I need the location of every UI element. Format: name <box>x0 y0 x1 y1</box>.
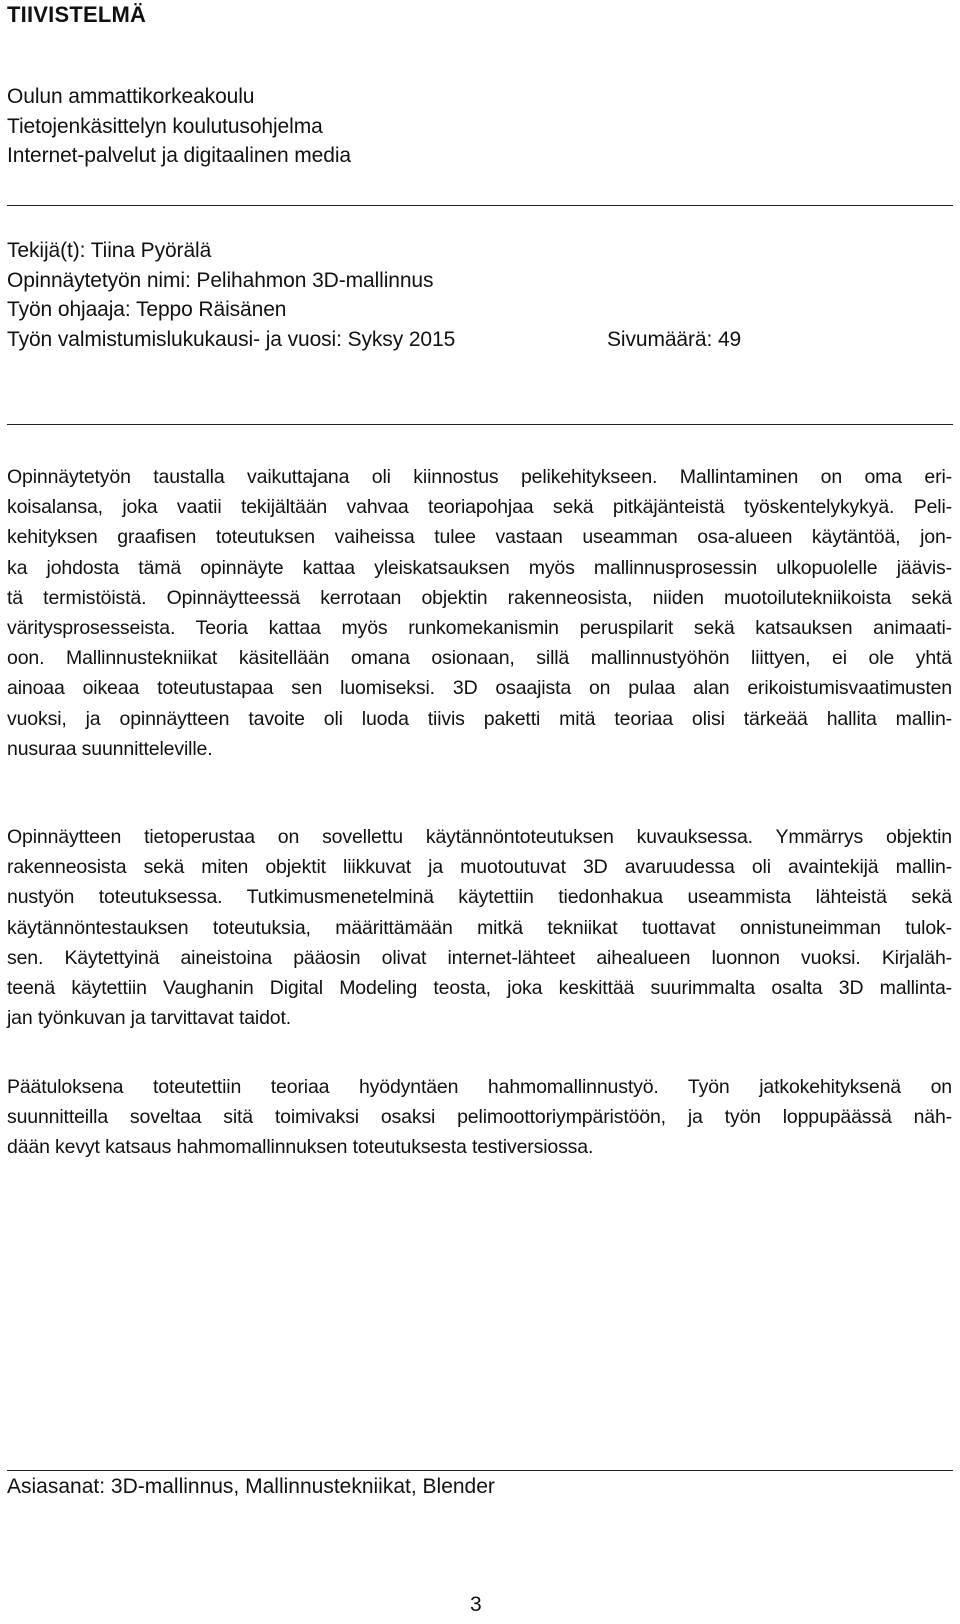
text-line: kehityksen graafisen toteutuksen vaiheissa tulee vastaan useamman osa-alueen käytäntöä, jon- <box>7 526 952 549</box>
degree-programme: Tietojenkäsittelyn koulutusohjelma <box>7 114 323 138</box>
text-line: nusuraa suunnitteleville. <box>7 737 213 760</box>
page-count: Sivumäärä: 49 <box>607 327 742 351</box>
divider <box>7 205 953 206</box>
term-row <box>7 325 742 355</box>
text-line: väritysprosesseista. Teoria kattaa myös runkomekanismin peruspilarit sekä katsauksen animaati- <box>7 616 952 639</box>
text-line: sen. Käytettyinä aineistoina pääosin olivat internet-lähteet aihealueen luonnon vuoksi. Kirjaläh- <box>7 946 952 969</box>
page-title: TIIVISTELMÄ <box>7 2 147 27</box>
text-line: dään kevyt katsaus hahmomallinnuksen toteutuksesta testiversiossa. <box>7 1136 594 1159</box>
text-line: vuoksi, ja opinnäytteen tavoite oli luoda tiivis paketti mitä teoriaa olisi tärkeää hallita mallin- <box>7 707 952 730</box>
text-line: teenä käytettiin Vaughanin Digital Modeling teosta, joka keskittää suurimmalta osalta 3D mallinta- <box>7 976 952 999</box>
page-number: 3 <box>470 1593 482 1616</box>
text-line: käytännöntestauksen toteutuksia, määrittämään mitkä tekniikat tuottavat onnistuneimman tulok- <box>7 916 952 939</box>
text-line: ka johdosta tämä opinnäyte kattaa yleiskatsauksen myös mallinnusprosessin ulkopuolelle jäävis- <box>7 556 952 579</box>
text-line: ainoaa oikeaa toteutustapaa sen luomiseksi. 3D osaajista on pulaa alan erikoistumisvaatimusten <box>7 677 952 700</box>
term-line: Työn valmistumislukukausi- ja vuosi: Syksy 2015 <box>7 327 456 351</box>
abstract-paragraph-1 <box>7 462 952 764</box>
keywords-line: Asiasanat: 3D-mallinnus, Mallinnustekniikat, Blender <box>7 1475 495 1498</box>
thesis-title-line: Opinnäytetyön nimi: Pelihahmon 3D-mallinnus <box>7 268 434 292</box>
text-line: nustyön toteutuksessa. Tutkimusmenetelminä käytettiin tiedonhakua useammista lähteistä sekä <box>7 886 952 909</box>
divider <box>7 424 953 425</box>
divider <box>7 1470 953 1471</box>
abstract-paragraph-2 <box>7 822 952 1033</box>
text-line: koisalansa, joka vaatii tekijältään vahvaa teoriapohjaa sekä pitkäjänteistä työskentelykykyä. Peli- <box>7 496 952 519</box>
text-line: tä termistöistä. Opinnäytteessä kerrotaan objektin rakenneosista, niiden muotoilutekniikoista sekä <box>7 586 952 609</box>
text-line: jan työnkuvan ja tarvittavat taidot. <box>7 1007 292 1030</box>
author-line: Tekijä(t): Tiina Pyörälä <box>7 239 212 262</box>
specialisation: Internet-palvelut ja digitaalinen media <box>7 144 351 167</box>
institution-name: Oulun ammattikorkeakoulu <box>7 85 255 108</box>
text-line: Opinnäytteen tietoperustaa on sovellettu käytännöntoteutuksen kuvauksessa. Ymmärrys objektin <box>7 826 952 848</box>
abstract-paragraph-3 <box>7 1072 952 1163</box>
text-line: oon. Mallinnustekniikat käsitellään omana osionaan, sillä mallinnustyöhön liittyen, ei ole yhtä <box>7 647 952 670</box>
school-info <box>7 82 351 171</box>
text-line: suunnitteilla soveltaa sitä toimivaksi osaksi pelimoottoriympäristöön, ja työn loppupäässä näh- <box>7 1106 952 1129</box>
text-line: Päätuloksena toteutettiin teoriaa hyödyntäen hahmomallinnustyö. Työn jatkokehityksenä on <box>7 1076 952 1098</box>
text-line: Opinnäytetyön taustalla vaikuttajana oli kiinnostus pelikehitykseen. Mallintaminen on oma eri- <box>7 466 952 488</box>
supervisor-line: Työn ohjaaja: Teppo Räisänen <box>7 298 287 321</box>
text-line: rakenneosista sekä miten objektit liikkuvat ja muotoutuvat 3D avaruudessa oli avaintekijä mallin- <box>7 856 952 879</box>
thesis-metadata <box>7 236 742 354</box>
